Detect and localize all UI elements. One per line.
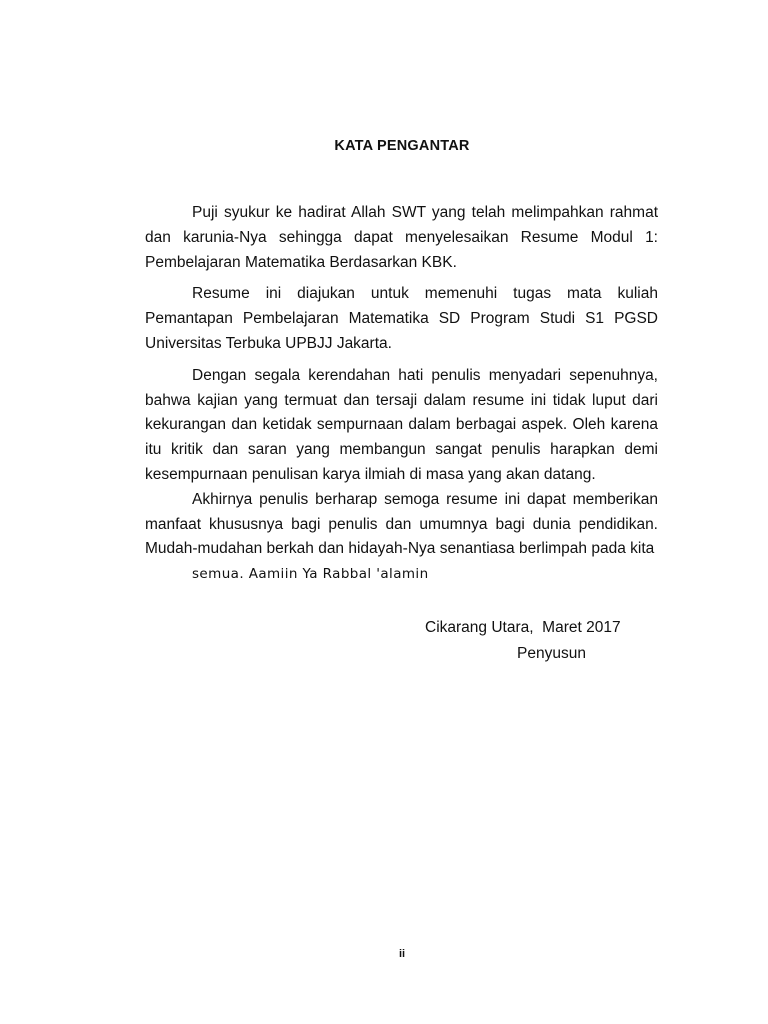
place-date: Cikarang Utara, Maret 2017	[425, 619, 621, 636]
paragraph-3: Dengan segala kerendahan hati penulis menyadari sepenuhnya, bahwa kajian yang termuat dan tersaji dalam resume ini tidak luput dari kekurangan dan ketidak sempurnaan dalam berbagai aspek. Oleh karena itu kritik dan saran yang membangun sangat penulis harapkan demi kesempurnaan penulisan karya ilmiah di masa yang akan datang.	[145, 366, 658, 483]
page-number: ii	[398, 948, 406, 960]
body-text	[145, 201, 658, 587]
page-title: KATA PENGANTAR	[334, 138, 470, 154]
author-signature-label: Penyusun	[517, 645, 586, 662]
paragraph-1: Puji syukur ke hadirat Allah SWT yang telah melimpahkan rahmat dan karunia-Nya sehingga dapat menyelesaikan Resume Modul 1: Pembelajaran Matematika Berdasarkan KBK.	[145, 204, 658, 271]
paragraph-4-text: Akhirnya penulis berharap semoga resume ini dapat memberikan manfaat khususnya bagi penulis dan umumnya bagi dunia pendidikan. Mudah-mudahan berkah dan hidayah-Nya senantiasa berlimpah pada kita	[145, 490, 658, 558]
paragraph-2: Resume ini diajukan untuk memenuhi tugas mata kuliah Pemantapan Pembelajaran Matematika SD Program Studi S1 PGSD Universitas Terbuka UPBJJ Jakarta.	[145, 285, 658, 352]
paragraph-4	[145, 488, 658, 587]
closing-line: semua. Aamiin Ya Rabbal 'alamin	[192, 566, 429, 583]
